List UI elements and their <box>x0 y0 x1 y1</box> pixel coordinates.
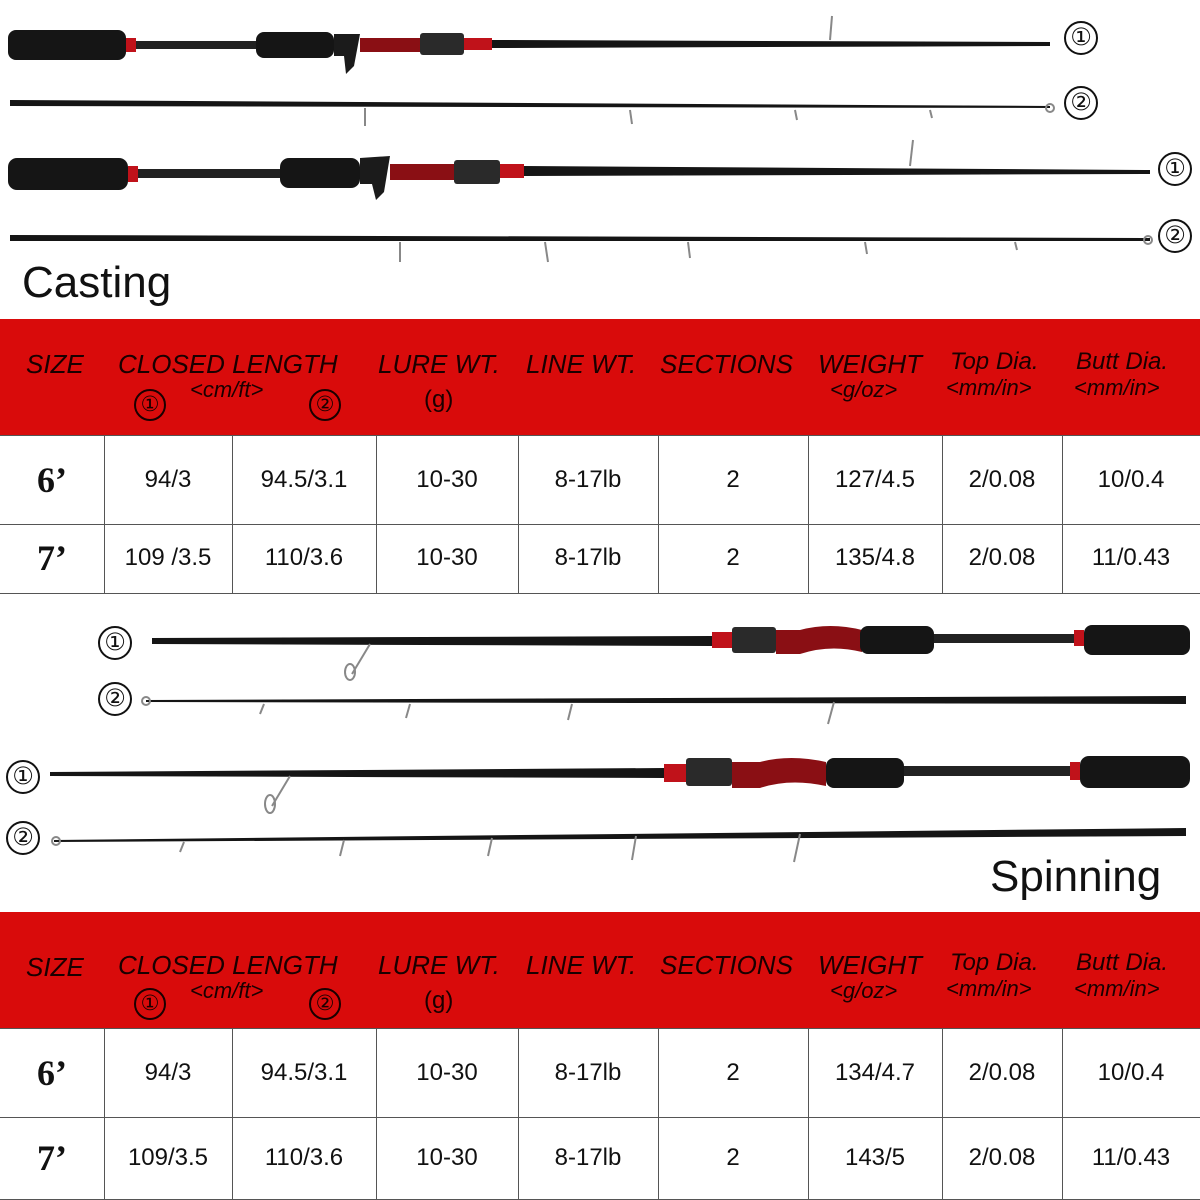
column-divider <box>942 1028 943 1200</box>
cell-closed-length-1: 109/3.5 <box>127 1143 209 1171</box>
cell-closed-length-2: 110/3.6 <box>264 544 344 571</box>
cell-line-wt: 8-17lb <box>554 1059 622 1086</box>
cell-lure-wt: 10-30 <box>416 544 478 571</box>
column-divider <box>808 1028 809 1200</box>
cell-size: 6’ <box>37 1053 67 1093</box>
column-divider <box>658 435 659 593</box>
cell-line-wt: 8-17lb <box>554 466 622 493</box>
casting-rod-6-tip-section <box>10 100 1054 126</box>
cell-weight: 143/5 <box>844 1143 906 1171</box>
cell-size: 7’ <box>37 1137 67 1178</box>
header-sections: SECTIONS <box>660 950 793 980</box>
casting-rods-illustration <box>0 0 1200 270</box>
spinning-title: Spinning <box>990 852 1162 901</box>
header-lure-unit: (g) <box>424 987 454 1014</box>
header-closed-length: CLOSED LENGTH <box>118 349 338 379</box>
header-butt-dia-unit: <mm/in> <box>1074 976 1160 1001</box>
cell-top-dia: 2/0.08 <box>968 466 1036 493</box>
header-closed-length-unit: <cm/ft> <box>190 377 264 402</box>
cell-sections: 2 <box>726 544 740 571</box>
column-divider <box>658 1028 659 1200</box>
header-butt-dia: Butt Dia. <box>1076 949 1169 976</box>
casting-rod-6-butt-section <box>8 16 1050 74</box>
column-divider <box>1062 1028 1063 1200</box>
column-divider <box>104 435 105 593</box>
header-marker-1: ① <box>134 988 166 1020</box>
cell-closed-length-1: 94/3 <box>144 1059 192 1086</box>
spinning-table-header <box>0 912 1200 1028</box>
casting-rod-7-section-2-marker: ② <box>1158 219 1192 253</box>
cell-butt-dia: 11/0.43 <box>1091 1143 1171 1171</box>
cell-butt-dia: 10/0.4 <box>1097 1059 1165 1086</box>
table-row <box>0 1116 1200 1200</box>
column-divider <box>232 1028 233 1200</box>
casting-table-body <box>0 435 1200 593</box>
header-top-dia-unit: <mm/in> <box>946 976 1032 1001</box>
cell-closed-length-1: 109 /3.5 <box>124 544 212 571</box>
column-divider <box>518 1028 519 1200</box>
header-marker-1: ① <box>134 389 166 421</box>
cell-weight: 135/4.8 <box>834 544 916 571</box>
cell-butt-dia: 10/0.4 <box>1097 466 1165 493</box>
cell-top-dia: 2/0.08 <box>968 1059 1036 1086</box>
header-size: SIZE <box>26 349 84 379</box>
casting-rod-7-section-1-marker: ① <box>1158 152 1192 186</box>
spinning-rod-6-tip-section <box>142 696 1186 724</box>
header-weight-unit: <g/oz> <box>830 978 898 1003</box>
cell-top-dia: 2/0.08 <box>968 544 1036 571</box>
cell-lure-wt: 10-30 <box>416 466 478 493</box>
header-size: SIZE <box>26 952 84 982</box>
header-line-wt: LINE WT. <box>526 950 637 980</box>
spinning-table-body <box>0 1028 1200 1200</box>
header-closed-length-unit: <cm/ft> <box>190 978 264 1003</box>
cell-line-wt: 8-17lb <box>554 1143 622 1171</box>
cell-size: 7’ <box>37 538 67 578</box>
column-divider <box>376 1028 377 1200</box>
header-sections: SECTIONS <box>660 349 793 379</box>
header-weight-unit: <g/oz> <box>830 377 898 402</box>
header-weight: WEIGHT <box>818 349 922 379</box>
table-row <box>0 435 1200 525</box>
header-top-dia-unit: <mm/in> <box>946 375 1032 400</box>
cell-closed-length-2: 110/3.6 <box>264 1143 344 1171</box>
header-marker-2: ② <box>309 389 341 421</box>
cell-sections: 2 <box>726 1143 740 1171</box>
casting-rod-6-section-2-marker: ② <box>1064 86 1098 120</box>
cell-sections: 2 <box>726 1059 740 1086</box>
cell-weight: 134/4.7 <box>834 1059 916 1086</box>
header-weight: WEIGHT <box>818 950 922 980</box>
cell-butt-dia: 11/0.43 <box>1091 544 1171 571</box>
spinning-rod-6-butt-section <box>152 625 1190 680</box>
cell-line-wt: 8-17lb <box>554 544 622 571</box>
column-divider <box>942 435 943 593</box>
cell-top-dia: 2/0.08 <box>968 1143 1036 1171</box>
spinning-spec-table <box>0 912 1200 1200</box>
header-butt-dia: Butt Dia. <box>1076 348 1169 375</box>
column-divider <box>232 435 233 593</box>
cell-closed-length-1: 94/3 <box>144 466 192 493</box>
header-top-dia: Top Dia. <box>950 348 1039 375</box>
spinning-rod-7-section-1-marker: ① <box>6 760 40 794</box>
header-marker-2: ② <box>309 988 341 1020</box>
table-row <box>0 523 1200 594</box>
casting-table-header <box>0 319 1200 435</box>
cell-weight: 127/4.5 <box>834 466 916 493</box>
casting-rod-7-tip-section <box>10 235 1152 262</box>
casting-title: Casting <box>22 258 172 307</box>
casting-rod-6-section-1-marker: ① <box>1064 21 1098 55</box>
cell-closed-length-2: 94.5/3.1 <box>260 1059 348 1086</box>
casting-spec-table <box>0 319 1200 593</box>
header-top-dia: Top Dia. <box>950 949 1039 976</box>
spinning-rod-7-butt-section <box>50 756 1190 813</box>
header-lure-wt: LURE WT. <box>378 349 500 379</box>
header-lure-wt: LURE WT. <box>378 950 500 980</box>
column-divider <box>1062 435 1063 593</box>
cell-lure-wt: 10-30 <box>416 1059 478 1086</box>
cell-closed-length-2: 94.5/3.1 <box>260 466 348 493</box>
table-row <box>0 1028 1200 1118</box>
spinning-rod-6-section-1-marker: ① <box>98 626 132 660</box>
header-closed-length: CLOSED LENGTH <box>118 950 338 980</box>
column-divider <box>808 435 809 593</box>
spinning-rod-7-section-2-marker: ② <box>6 821 40 855</box>
column-divider <box>376 435 377 593</box>
column-divider <box>518 435 519 593</box>
spinning-rod-6-section-2-marker: ② <box>98 682 132 716</box>
cell-lure-wt: 10-30 <box>416 1143 478 1171</box>
header-lure-unit: (g) <box>424 386 454 413</box>
column-divider <box>104 1028 105 1200</box>
cell-sections: 2 <box>726 466 740 493</box>
header-butt-dia-unit: <mm/in> <box>1074 375 1160 400</box>
header-line-wt: LINE WT. <box>526 349 637 379</box>
cell-size: 6’ <box>37 460 67 500</box>
casting-rod-7-butt-section <box>8 140 1150 200</box>
